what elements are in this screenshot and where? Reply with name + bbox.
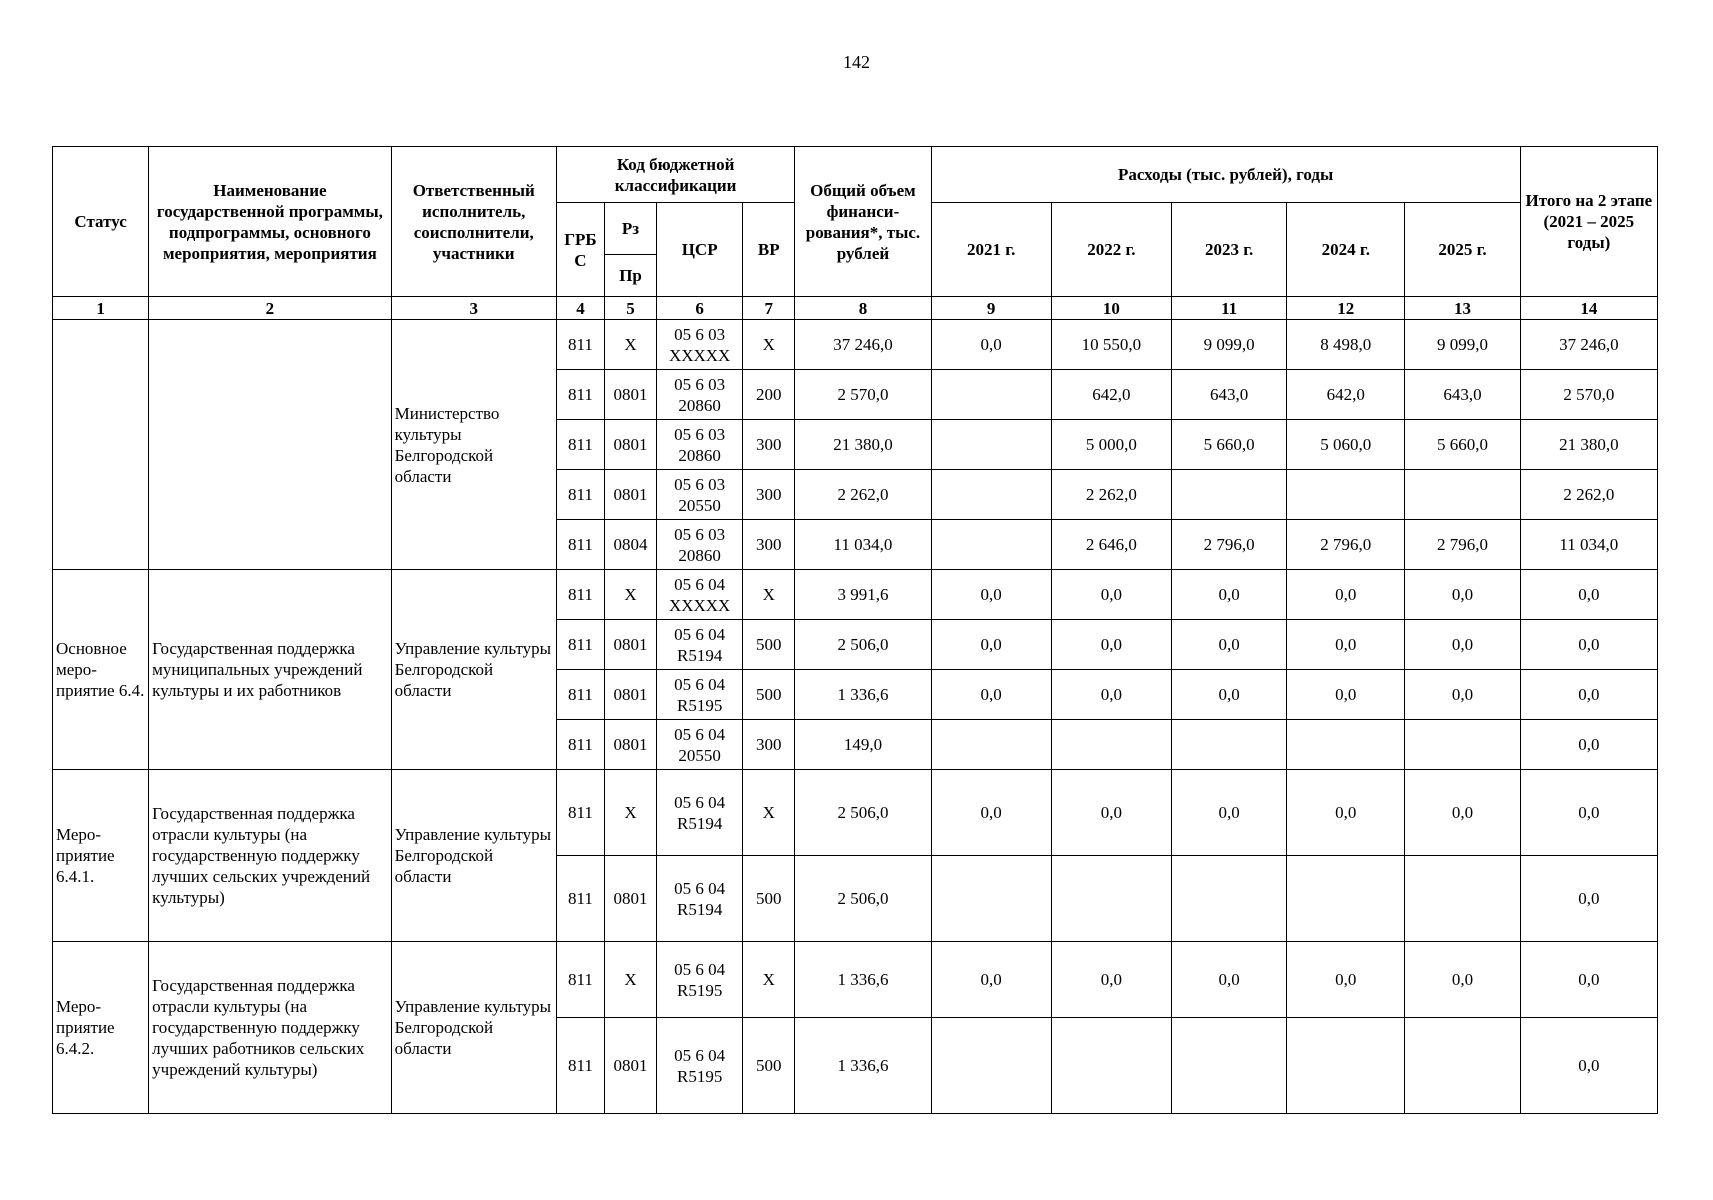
itogo-cell: 0,0 [1520, 942, 1657, 1018]
y2023-cell: 2 796,0 [1172, 520, 1287, 570]
header-vr: ВР [743, 203, 795, 297]
itogo-cell: 21 380,0 [1520, 420, 1657, 470]
vr-cell: 200 [743, 370, 795, 420]
header-y2023: 2023 г. [1172, 203, 1287, 297]
header-y2021: 2021 г. [931, 203, 1051, 297]
table-row [53, 942, 1658, 1018]
total-cell: 2 506,0 [795, 856, 931, 942]
csr-cell: 05 6 04 R5194 [657, 620, 743, 670]
total-cell: 149,0 [795, 720, 931, 770]
grbs-cell: 811 [556, 942, 604, 1018]
y2023-cell: 643,0 [1172, 370, 1287, 420]
itogo-cell: 0,0 [1520, 620, 1657, 670]
total-cell: 2 506,0 [795, 620, 931, 670]
y2023-cell [1172, 856, 1287, 942]
csr-cell: 05 6 04 R5195 [657, 1018, 743, 1114]
y2024-cell: 2 796,0 [1287, 520, 1405, 570]
vr-cell: 300 [743, 520, 795, 570]
y2021-cell [931, 856, 1051, 942]
table-row [53, 320, 1658, 370]
y2022-cell: 2 646,0 [1051, 520, 1171, 570]
header-csr: ЦСР [657, 203, 743, 297]
y2025-cell: 0,0 [1405, 570, 1520, 620]
y2022-cell [1051, 856, 1171, 942]
column-numbers-row [53, 297, 1658, 320]
y2025-cell: 0,0 [1405, 670, 1520, 720]
total-cell: 1 336,6 [795, 1018, 931, 1114]
rz-pr-cell: 0801 [604, 420, 656, 470]
y2022-cell: 0,0 [1051, 942, 1171, 1018]
itogo-cell: 0,0 [1520, 856, 1657, 942]
vr-cell: Х [743, 320, 795, 370]
y2022-cell: 0,0 [1051, 570, 1171, 620]
vr-cell: 500 [743, 856, 795, 942]
grbs-cell: 811 [556, 320, 604, 370]
total-cell: 1 336,6 [795, 670, 931, 720]
column-number: 12 [1287, 297, 1405, 320]
y2021-cell: 0,0 [931, 320, 1051, 370]
name-cell: Государственная поддержка отрасли культуры (на государственную поддержку лучших работников сельских учреждений культуры) [149, 942, 391, 1114]
y2025-cell: 9 099,0 [1405, 320, 1520, 370]
itogo-cell: 2 570,0 [1520, 370, 1657, 420]
csr-cell: 05 6 03 20860 [657, 420, 743, 470]
grbs-cell: 811 [556, 470, 604, 520]
y2021-cell [931, 1018, 1051, 1114]
grbs-cell: 811 [556, 770, 604, 856]
total-cell: 37 246,0 [795, 320, 931, 370]
itogo-cell: 0,0 [1520, 770, 1657, 856]
header-y2022: 2022 г. [1051, 203, 1171, 297]
header-grbs: ГРБ С [556, 203, 604, 297]
budget-table [52, 146, 1658, 1114]
header-rz: Рз [604, 203, 656, 255]
csr-cell: 05 6 04 R5194 [657, 856, 743, 942]
y2021-cell: 0,0 [931, 670, 1051, 720]
responsible-cell: Управление культуры Белгородской области [391, 570, 556, 770]
y2022-cell: 0,0 [1051, 620, 1171, 670]
y2021-cell: 0,0 [931, 620, 1051, 670]
header-name: Наименование государственной программы, подпрограммы, основного мероприятия, мероприятия [149, 147, 391, 297]
y2021-cell [931, 520, 1051, 570]
y2022-cell: 0,0 [1051, 770, 1171, 856]
y2021-cell: 0,0 [931, 770, 1051, 856]
rz-pr-cell: Х [604, 320, 656, 370]
y2022-cell: 642,0 [1051, 370, 1171, 420]
column-number: 5 [604, 297, 656, 320]
total-cell: 2 570,0 [795, 370, 931, 420]
y2022-cell: 0,0 [1051, 670, 1171, 720]
itogo-cell: 11 034,0 [1520, 520, 1657, 570]
name-cell: Государственная поддержка отрасли культуры (на государственную поддержку лучших сельских учреждений культуры) [149, 770, 391, 942]
y2023-cell: 9 099,0 [1172, 320, 1287, 370]
vr-cell: 300 [743, 720, 795, 770]
rz-pr-cell: 0801 [604, 720, 656, 770]
csr-cell: 05 6 04 20550 [657, 720, 743, 770]
total-cell: 11 034,0 [795, 520, 931, 570]
rz-pr-cell: Х [604, 570, 656, 620]
y2025-cell [1405, 1018, 1520, 1114]
vr-cell: Х [743, 570, 795, 620]
column-number: 1 [53, 297, 149, 320]
header-itogo: Итого на 2 этапе (2021 – 2025 годы) [1520, 147, 1657, 297]
column-number: 8 [795, 297, 931, 320]
column-number: 14 [1520, 297, 1657, 320]
column-number: 7 [743, 297, 795, 320]
y2022-cell [1051, 720, 1171, 770]
y2021-cell [931, 470, 1051, 520]
column-number: 3 [391, 297, 556, 320]
y2022-cell: 2 262,0 [1051, 470, 1171, 520]
y2021-cell: 0,0 [931, 570, 1051, 620]
y2021-cell [931, 370, 1051, 420]
total-cell: 3 991,6 [795, 570, 931, 620]
status-cell: Меро-приятие 6.4.1. [53, 770, 149, 942]
total-cell: 1 336,6 [795, 942, 931, 1018]
column-number: 4 [556, 297, 604, 320]
csr-cell: 05 6 03 20860 [657, 370, 743, 420]
column-number: 2 [149, 297, 391, 320]
grbs-cell: 811 [556, 670, 604, 720]
vr-cell: 300 [743, 470, 795, 520]
total-cell: 2 506,0 [795, 770, 931, 856]
y2025-cell: 2 796,0 [1405, 520, 1520, 570]
y2024-cell: 0,0 [1287, 770, 1405, 856]
column-number: 9 [931, 297, 1051, 320]
name-cell: Государственная поддержка муниципальных учреждений культуры и их работников [149, 570, 391, 770]
grbs-cell: 811 [556, 520, 604, 570]
grbs-cell: 811 [556, 720, 604, 770]
rz-pr-cell: 0801 [604, 470, 656, 520]
y2024-cell [1287, 856, 1405, 942]
status-cell: Меро-приятие 6.4.2. [53, 942, 149, 1114]
csr-cell: 05 6 04 R5195 [657, 942, 743, 1018]
y2025-cell [1405, 720, 1520, 770]
csr-cell: 05 6 03 20550 [657, 470, 743, 520]
vr-cell: Х [743, 770, 795, 856]
itogo-cell: 0,0 [1520, 670, 1657, 720]
header-pr: Пр [604, 255, 656, 297]
y2025-cell: 643,0 [1405, 370, 1520, 420]
rz-pr-cell: 0801 [604, 620, 656, 670]
table-row [53, 770, 1658, 856]
y2025-cell [1405, 856, 1520, 942]
rz-pr-cell: 0804 [604, 520, 656, 570]
y2023-cell [1172, 470, 1287, 520]
rz-pr-cell: 0801 [604, 370, 656, 420]
rz-pr-cell: Х [604, 942, 656, 1018]
page-number: 142 [843, 52, 870, 72]
itogo-cell: 0,0 [1520, 720, 1657, 770]
y2023-cell: 0,0 [1172, 942, 1287, 1018]
csr-cell: 05 6 04 R5194 [657, 770, 743, 856]
grbs-cell: 811 [556, 370, 604, 420]
y2024-cell [1287, 470, 1405, 520]
itogo-cell: 37 246,0 [1520, 320, 1657, 370]
header-responsible: Ответственный исполнитель, соисполнители, участники [391, 147, 556, 297]
grbs-cell: 811 [556, 856, 604, 942]
vr-cell: 500 [743, 620, 795, 670]
y2025-cell: 0,0 [1405, 942, 1520, 1018]
y2024-cell: 8 498,0 [1287, 320, 1405, 370]
rz-pr-cell: 0801 [604, 1018, 656, 1114]
y2023-cell: 0,0 [1172, 620, 1287, 670]
vr-cell: 500 [743, 1018, 795, 1114]
csr-cell: 05 6 04 ХХХХХ [657, 570, 743, 620]
y2024-cell: 0,0 [1287, 670, 1405, 720]
y2024-cell [1287, 1018, 1405, 1114]
rz-pr-cell: Х [604, 770, 656, 856]
grbs-cell: 811 [556, 420, 604, 470]
header-total-volume: Общий объем финанси-рования*, тыс. рублей [795, 147, 931, 297]
header-expenses: Расходы (тыс. рублей), годы [931, 147, 1520, 203]
y2022-cell: 5 000,0 [1051, 420, 1171, 470]
csr-cell: 05 6 03 ХХХХХ [657, 320, 743, 370]
y2021-cell [931, 420, 1051, 470]
total-cell: 2 262,0 [795, 470, 931, 520]
column-number: 13 [1405, 297, 1520, 320]
column-number: 10 [1051, 297, 1171, 320]
y2021-cell [931, 720, 1051, 770]
rz-pr-cell: 0801 [604, 856, 656, 942]
name-cell [149, 320, 391, 570]
csr-cell: 05 6 04 R5195 [657, 670, 743, 720]
vr-cell: 500 [743, 670, 795, 720]
y2021-cell: 0,0 [931, 942, 1051, 1018]
itogo-cell: 2 262,0 [1520, 470, 1657, 520]
table-row [53, 570, 1658, 620]
header-y2024: 2024 г. [1287, 203, 1405, 297]
status-cell [53, 320, 149, 570]
y2024-cell [1287, 720, 1405, 770]
grbs-cell: 811 [556, 1018, 604, 1114]
y2024-cell: 0,0 [1287, 620, 1405, 670]
responsible-cell: Министерство культуры Белгородской области [391, 320, 556, 570]
y2022-cell: 10 550,0 [1051, 320, 1171, 370]
csr-cell: 05 6 03 20860 [657, 520, 743, 570]
status-cell: Основное меро-приятие 6.4. [53, 570, 149, 770]
column-number: 11 [1172, 297, 1287, 320]
column-number: 6 [657, 297, 743, 320]
y2025-cell: 0,0 [1405, 620, 1520, 670]
y2023-cell: 5 660,0 [1172, 420, 1287, 470]
header-status: Статус [53, 147, 149, 297]
y2023-cell: 0,0 [1172, 770, 1287, 856]
y2024-cell: 642,0 [1287, 370, 1405, 420]
y2025-cell: 0,0 [1405, 770, 1520, 856]
y2023-cell [1172, 720, 1287, 770]
y2023-cell: 0,0 [1172, 670, 1287, 720]
grbs-cell: 811 [556, 620, 604, 670]
y2023-cell [1172, 1018, 1287, 1114]
table-body [53, 320, 1658, 1114]
y2022-cell [1051, 1018, 1171, 1114]
header-y2025: 2025 г. [1405, 203, 1520, 297]
vr-cell: 300 [743, 420, 795, 470]
y2024-cell: 0,0 [1287, 942, 1405, 1018]
y2025-cell [1405, 470, 1520, 520]
total-cell: 21 380,0 [795, 420, 931, 470]
itogo-cell: 0,0 [1520, 1018, 1657, 1114]
itogo-cell: 0,0 [1520, 570, 1657, 620]
rz-pr-cell: 0801 [604, 670, 656, 720]
vr-cell: Х [743, 942, 795, 1018]
y2024-cell: 5 060,0 [1287, 420, 1405, 470]
y2024-cell: 0,0 [1287, 570, 1405, 620]
responsible-cell: Управление культуры Белгородской области [391, 770, 556, 942]
y2023-cell: 0,0 [1172, 570, 1287, 620]
grbs-cell: 811 [556, 570, 604, 620]
y2025-cell: 5 660,0 [1405, 420, 1520, 470]
header-budget-code: Код бюджетной классификации [556, 147, 794, 203]
responsible-cell: Управление культуры Белгородской области [391, 942, 556, 1114]
